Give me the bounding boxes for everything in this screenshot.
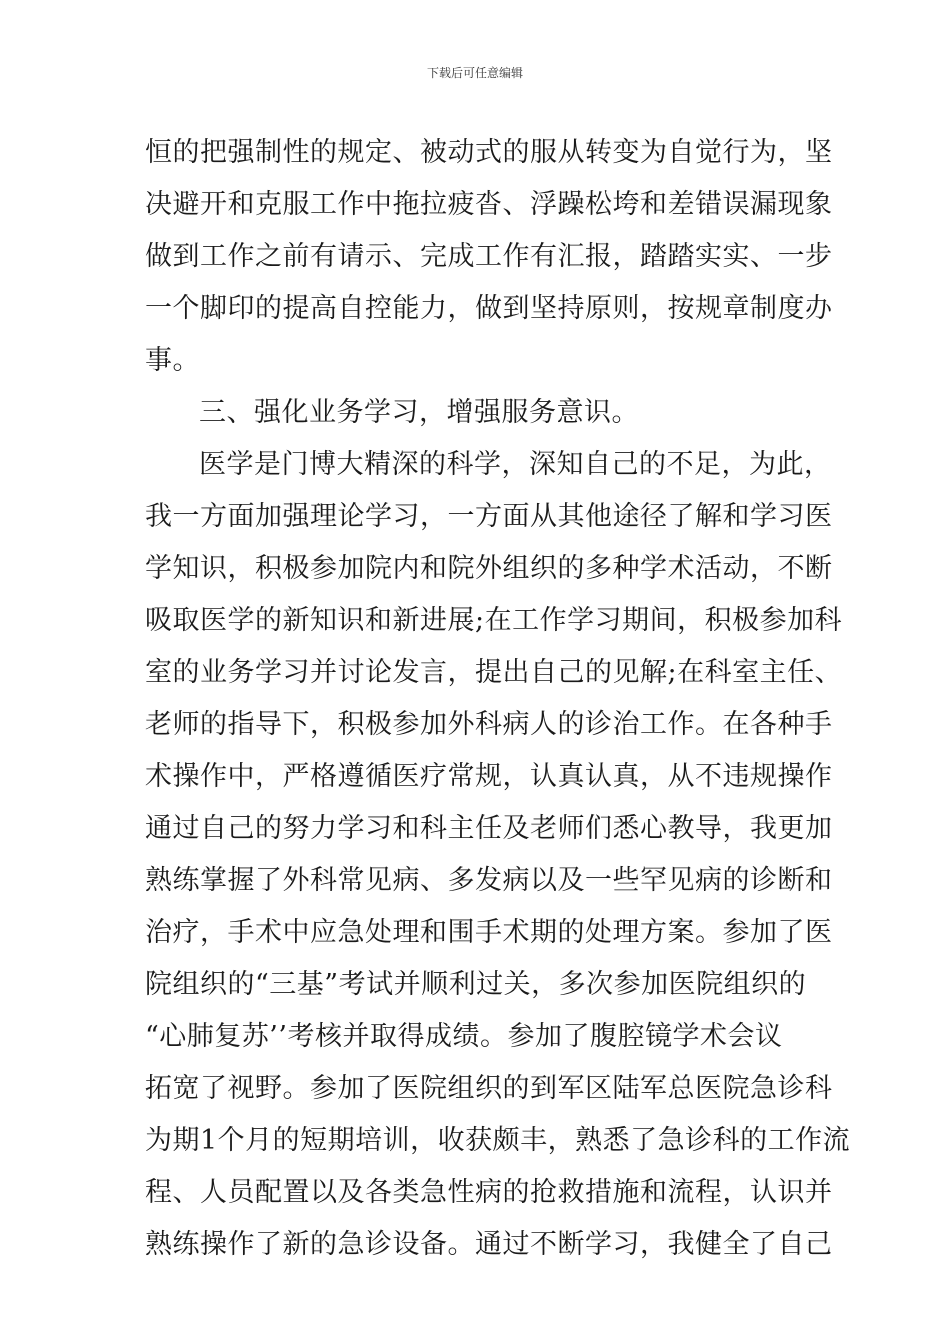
text-line: 我一方面加强理论学习，一方面从其他途径了解和学习医	[145, 501, 833, 532]
text-line: 做到工作之前有请示、完成工作有汇报，踏踏实实、一步	[145, 241, 833, 272]
page-header: 下载后可任意编辑	[426, 66, 523, 80]
text-line: 医学是门博大精深的科学，深知自己的不足，为此，	[199, 449, 832, 480]
text-line: 老师的指导下，积极参加外科病人的诊治工作。在各种手	[145, 709, 833, 740]
text-line: 事。	[145, 345, 200, 376]
text-line: 熟练操作了新的急诊设备。通过不断学习，我健全了自己	[145, 1229, 833, 1260]
text-line: 术操作中，严格遵循医疗常规，认真认真，从不违规操作	[145, 761, 833, 792]
text-line: 通过自己的努力学习和科主任及老师们悉心教导，我更加	[145, 813, 833, 844]
text-line: 程、人员配置以及各类急性病的抢救措施和流程，认识并	[145, 1177, 833, 1208]
document-body	[145, 127, 851, 1271]
text-line: 室的业务学习并讨论发言，提出自己的见解;在科室主任、	[145, 657, 843, 688]
text-line: 院组织的“三基”考试并顺利过关，多次参加医院组织的	[145, 969, 807, 1000]
section-heading: 三、强化业务学习，增强服务意识。	[199, 397, 639, 428]
text-line: 拓宽了视野。参加了医院组织的到军区陆军总医院急诊科	[145, 1073, 833, 1104]
text-line: 为期1个月的短期培训，收获颇丰，熟悉了急诊科的工作流	[145, 1125, 851, 1156]
text-line: 治疗，手术中应急处理和围手术期的处理方案。参加了医	[145, 917, 833, 948]
text-line: “心肺复苏’’考核并取得成绩。参加了腹腔镜学术会议	[145, 1021, 783, 1052]
text-line: 学知识，积极参加院内和院外组织的多种学术活动，不断	[145, 553, 833, 584]
text-line: 一个脚印的提高自控能力，做到坚持原则，按规章制度办	[145, 293, 833, 324]
text-line: 熟练掌握了外科常见病、多发病以及一些罕见病的诊断和	[145, 865, 833, 896]
text-line: 决避开和克服工作中拖拉疲沓、浮躁松垮和差错误漏现象	[145, 189, 833, 220]
text-line: 恒的把强制性的规定、被动式的服从转变为自觉行为，坚	[145, 137, 833, 168]
text-line: 吸取医学的新知识和新进展;在工作学习期间，积极参加科	[145, 605, 843, 636]
